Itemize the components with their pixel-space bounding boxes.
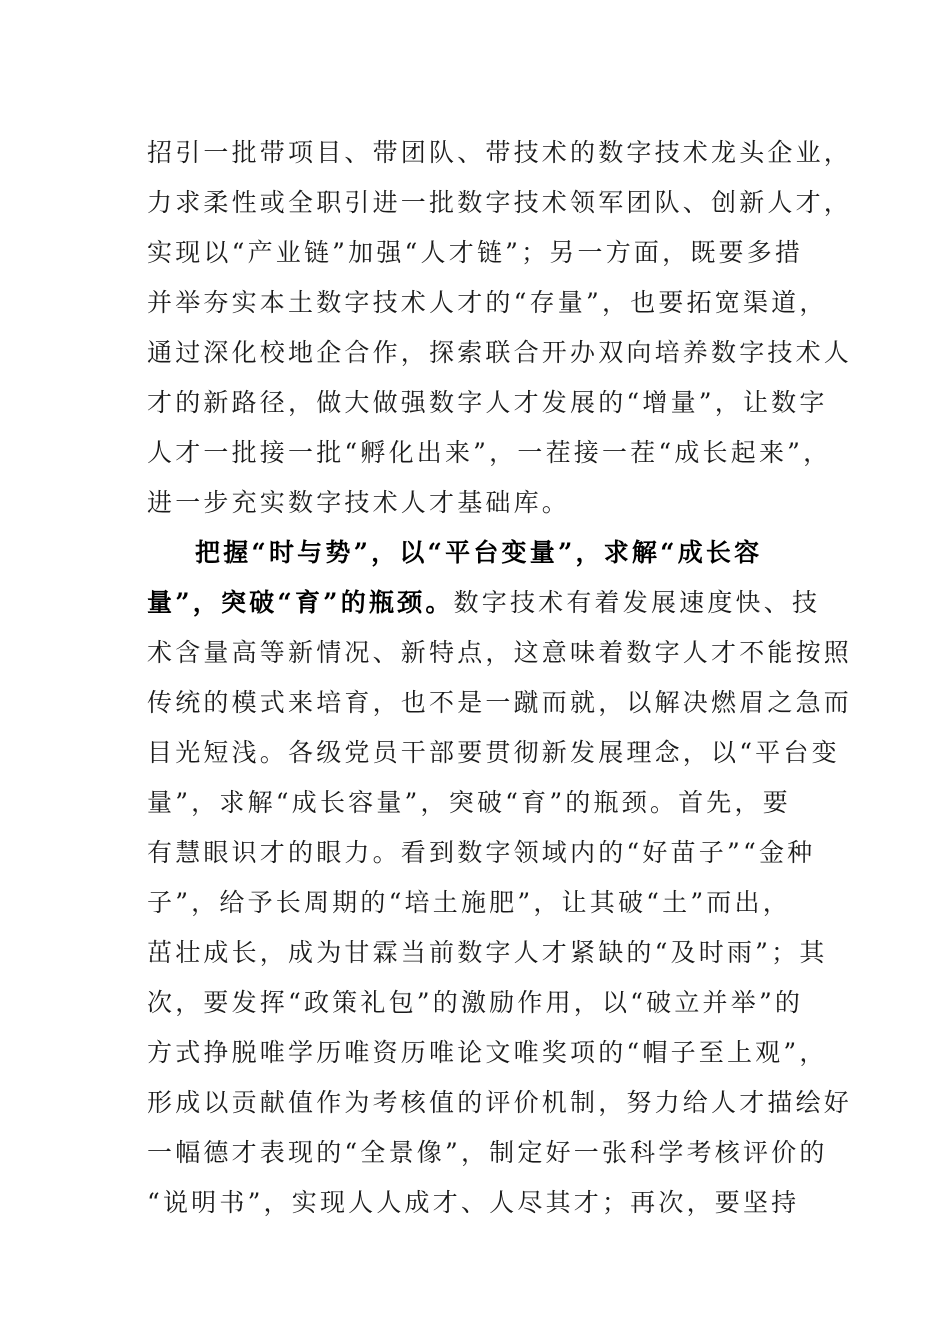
- text-line: 有慧眼识才的眼力。看到数字领域内的“好苗子”“金种: [147, 838, 816, 867]
- text-line: 通过深化校地企合作，探索联合开办双向培养数字技术人: [147, 338, 853, 367]
- text-line: “说明书”，实现人人成才、人尽其才；再次，要坚持: [147, 1188, 800, 1217]
- text-line: 次，要发挥“政策礼包”的激励作用，以“破立并举”的: [147, 988, 804, 1017]
- section-heading-line: 把握“时与势”，以“平台变量”，求解“成长容: [195, 538, 763, 567]
- text-line: 人才一批接一批“孵化出来”，一茬接一茬“成长起来”，: [147, 438, 832, 467]
- text-line: 进一步充实数字技术人才基础库。: [147, 488, 571, 517]
- text-line: 目光短浅。各级党员干部要贯彻新发展理念，以“平台变: [147, 738, 840, 767]
- text-line-mixed: [147, 578, 821, 628]
- text-line: 形成以贡献值作为考核值的评价机制，努力给人才描绘好: [147, 1088, 853, 1117]
- text-line: 术含量高等新情况、新特点，这意味着数字人才不能按照: [147, 638, 853, 667]
- text-line: 力求柔性或全职引进一批数字技术领军团队、创新人才，: [147, 188, 853, 217]
- text-line: 量”，求解“成长容量”，突破“育”的瓶颈。首先，要: [147, 788, 791, 817]
- section-heading-end: 量”，突破“育”的瓶颈。: [147, 588, 454, 617]
- text-line: 传统的模式来培育，也不是一蹴而就，以解决燃眉之急而: [147, 688, 853, 717]
- text-line: 实现以“产业链”加强“人才链”；另一方面，既要多措: [147, 238, 804, 267]
- text-line: 茁壮成长，成为甘霖当前数字人才紧缺的“及时雨”；其: [147, 938, 828, 967]
- text-line: 招引一批带项目、带团队、带技术的数字技术龙头企业，: [147, 138, 853, 167]
- text-line: 一幅德才表现的“全景像”，制定好一张科学考核评价的: [147, 1138, 828, 1167]
- text-line: 子”，给予长周期的“培土施肥”，让其破“土”而出，: [147, 888, 791, 917]
- text-line: 并举夯实本土数字技术人才的“存量”，也要拓宽渠道，: [147, 288, 828, 317]
- text-line: 才的新路径，做大做强数字人才发展的“增量”，让数字: [147, 388, 828, 417]
- paragraph-start: 数字技术有着发展速度快、技: [453, 588, 821, 617]
- text-line: 方式挣脱唯学历唯资历唯论文唯奖项的“帽子至上观”，: [147, 1038, 828, 1067]
- body-text: [147, 128, 853, 1228]
